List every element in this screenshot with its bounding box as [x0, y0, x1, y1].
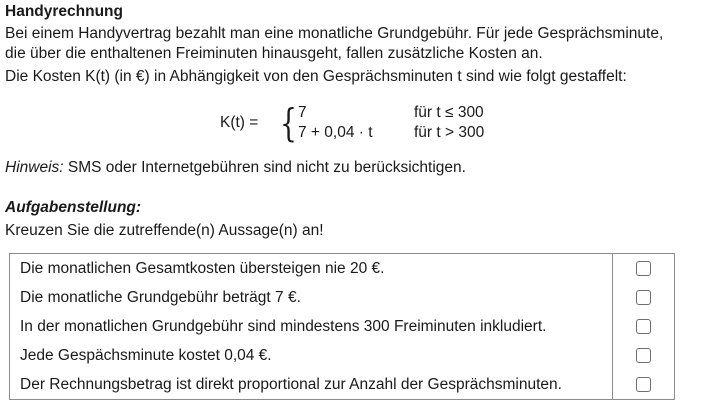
statement-row [10, 254, 675, 284]
statement-row [10, 370, 675, 400]
formula-brace: { [280, 101, 297, 145]
statement-text: In der monatlichen Grundgebühr sind mindestens 300 Freiminuten inkludiert. [10, 312, 613, 341]
statement-checkbox-cell [613, 370, 675, 400]
hint-label: Hinweis: [5, 159, 64, 176]
task-heading: Aufgabenstellung: [5, 199, 142, 216]
cost-formula [220, 103, 540, 145]
intro-line-1: Bei einem Handyvertrag bezahlt man eine monatliche Grundgebühr. Für jede Gesprächsminute, [5, 25, 664, 42]
statement-checkbox-cell [613, 312, 675, 341]
formula-lhs: K(t) = [220, 114, 259, 131]
checkbox-2[interactable] [636, 290, 651, 305]
statement-row [10, 341, 675, 370]
checkbox-1[interactable] [636, 261, 651, 276]
checkbox-3[interactable] [636, 319, 651, 334]
formula-case1-condition: für t ≤ 300 [414, 104, 484, 121]
task-instruction: Kreuzen Sie die zutreffende(n) Aussage(n) an! [5, 222, 324, 239]
statement-checkbox-cell [613, 254, 675, 284]
task-title: Handyrechnung [5, 3, 123, 20]
statement-row [10, 312, 675, 341]
formula-case2-value: 7 + 0,04 · t [298, 124, 373, 141]
intro-line-3: Die Kosten K(t) (in €) in Abhängigkeit von den Gesprächsminuten t sind wie folgt gestaffelt: [5, 68, 627, 85]
statement-text: Die monatlichen Gesamtkosten übersteigen nie 20 €. [10, 254, 613, 284]
statement-row [10, 283, 675, 312]
intro-line-2: die über die enthaltenen Freiminuten hinausgeht, fallen zusätzliche Kosten an. [5, 45, 543, 62]
statement-text: Jede Gespächsminute kostet 0,04 €. [10, 341, 613, 370]
hint [5, 158, 466, 178]
statement-checkbox-cell [613, 283, 675, 312]
checkbox-5[interactable] [636, 377, 651, 392]
formula-case2-condition: für t > 300 [414, 124, 485, 141]
statement-checkbox-cell [613, 341, 675, 370]
statement-text: Die monatliche Grundgebühr beträgt 7 €. [10, 283, 613, 312]
statements-table [9, 253, 675, 400]
hint-text: SMS oder Internetgebühren sind nicht zu berücksichtigen. [67, 159, 466, 176]
checkbox-4[interactable] [636, 348, 651, 363]
task-page [5, 0, 710, 393]
formula-case1-value: 7 [298, 104, 307, 121]
statement-text: Der Rechnungsbetrag ist direkt proportional zur Anzahl der Gesprächsminuten. [10, 370, 613, 400]
